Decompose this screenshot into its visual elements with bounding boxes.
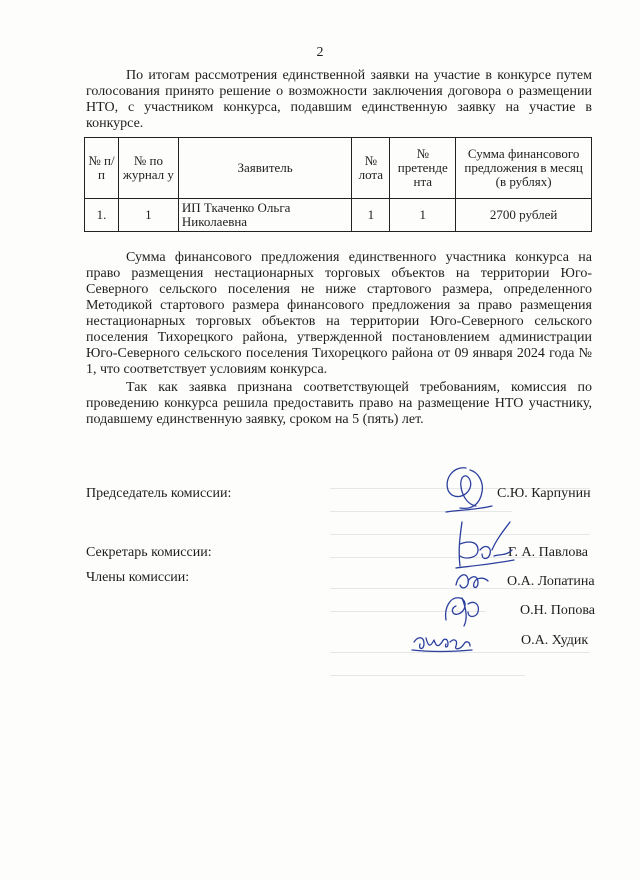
member-name: О.А. Худик [521,633,589,648]
column-header: Сумма финансового предложения в месяц (в рублях) [456,138,592,199]
table-row [85,199,592,232]
bids-table [84,137,592,232]
compliance-paragraph [86,250,592,378]
member-name: О.Н. Попова [520,603,595,618]
chairman-name: С.Ю. Карпунин [497,486,591,501]
cell-journal-number: 1 [118,199,178,232]
compliance-paragraph-text: Сумма финансового предложения единственного участника конкурса на право размещения нестационарных торговых объектов на территории Юго-Северного сельского поселения не ниже стартового размера, определенного Методикой стартового размера финансового предложения за право размещения нестационарных торговых объектов на территории Юго-Северного сельского поселения Тихорецкого района, утвержденной постановлением администрации Юго-Северного сельского поселения Тихорецкого района от 09 января 2024 года № 1, что соответствует условиям конкурса. [86,250,592,377]
intro-paragraph [86,68,592,132]
decision-paragraph-text: Так как заявка признана соответствующей требованиям, комиссия по проведению конкурса решила предоставить право на размещение НТО участнику, подавшему единственную заявку, сроком на 5 (пять) лет. [86,380,592,427]
member-name: О.А. Лопатина [507,574,595,589]
member-popova-signature [438,590,484,630]
column-header: № претенде нта [390,138,456,199]
member-khudik-signature [410,628,474,658]
cell-applicant: ИП Ткаченко Ольга Николаевна [178,199,351,232]
column-header: № по журнал у [118,138,178,199]
table-header-row [85,138,592,199]
decision-paragraph [86,380,592,428]
column-header: № п/п [85,138,119,199]
chairman-title: Председатель комиссии: [86,486,232,501]
cell-applicant-number: 1 [390,199,456,232]
secretary-title: Секретарь комиссии: [86,545,212,560]
members-title: Члены комиссии: [86,570,190,585]
column-header: № лота [352,138,390,199]
intro-paragraph-text: По итогам рассмотрения единственной заявки на участие в конкурсе путем голосования принято решение о возможности заключения договора о размещении НТО, с участником конкурса, подавшим единственную заявку на участие в конкурсе. [86,68,592,131]
column-header: Заявитель [178,138,351,199]
secretary-name: Г. А. Павлова [508,545,589,560]
page-number: 2 [316,45,324,60]
cell-lot: 1 [352,199,390,232]
cell-offer-sum: 2700 рублей [456,199,592,232]
cell-number: 1. [85,199,119,232]
